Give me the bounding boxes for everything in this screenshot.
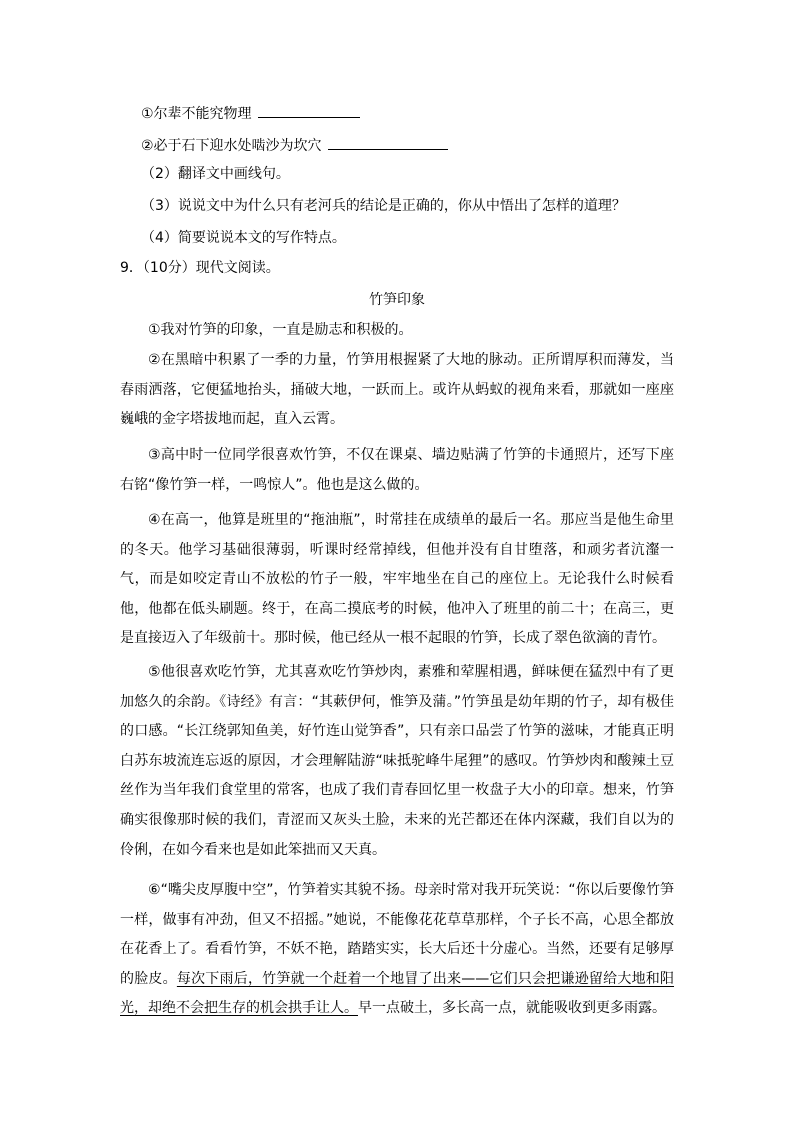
- essay-paragraph-2: ②在黑暗中积累了一季的力量，竹笋用根握紧了大地的脉动。正所谓厚积而薄发，当春雨洒落，它便猛地抬头，捅破大地，一跃而上。或许从蚂蚁的视角来看，那就如一座座巍峨的金字塔拔地而起，直入云霄。: [120, 352, 674, 428]
- answer-blank-2[interactable]: [328, 134, 448, 150]
- question-item-2-text: ②必于石下迎水处啮沙为坎穴: [141, 138, 322, 154]
- essay-paragraph-6: [120, 876, 674, 1024]
- question-item-1-text: ①尔辈不能究物理: [141, 106, 252, 122]
- question-3: （3）说说文中为什么只有老河兵的结论是正确的，你从中悟出了怎样的道理？: [141, 198, 626, 214]
- essay-paragraph-1: ①我对竹笋的印象，一直是励志和积极的。: [148, 322, 413, 338]
- essay-paragraph-4: ④在高一，他算是班里的“拖油瓶”，时常挂在成绩单的最后一名。那应当是他生命里的冬天。他学习基础很薄弱，听课时经常掉线，但他并没有自甘堕落，和顽劣者沆瀣一气，而是如咬定青山不放松的竹子一般，牢牢地坐在自己的座位上。无论我什么时候看他，他都在低头刷题。终于，在高二摸底考的时候，他冲入了班里的前二十；在高三，更是直接迈入了年级前十。那时候，他已经从一根不起眼的竹笋，长成了翠色欲滴的青竹。: [120, 512, 674, 647]
- essay-underlined-sentence: 每次下雨后，竹笋就一个赶着一个地冒了出来——它们只会把谦逊留给大地和阳光，却绝不会把生存的机会拱手让人。: [120, 970, 675, 1017]
- answer-blank-1[interactable]: [258, 102, 360, 118]
- essay-paragraph-6-text-a: ⑥“嘴尖皮厚腹中空”，竹笋着实其貌不扬。母亲时常对我开玩笑说：“你以后要像竹笋一样，做事有冲劲，但又不招摇。”她说，不能像花花草草那样，个子长不高，心思全都放在花香上了。看看竹笋，不妖不艳，踏踏实实，长大后还十分虚心。当然，还要有足够厚的脸皮。: [120, 882, 674, 987]
- question-item-1: [141, 102, 360, 124]
- question-9-heading: 9．（10分）现代文阅读。: [120, 260, 280, 276]
- essay-paragraph-3: ③高中时一位同学很喜欢竹笋，不仅在课桌、墙边贴满了竹笋的卡通照片，还写下座右铭“像竹笋一样，一鸣惊人”。他也是这么做的。: [120, 447, 674, 493]
- question-4: （4）简要说说本文的写作特点。: [141, 230, 346, 246]
- essay-title: 竹笋印象: [369, 292, 425, 308]
- essay-paragraph-6-text-b: 早一点破土，多长高一点，就能吸收到更多雨露。: [358, 1000, 666, 1017]
- essay-paragraph-5: ⑤他很喜欢吃竹笋，尤其喜欢吃竹笋炒肉，素雅和荤腥相遇，鲜味便在猛烈中有了更加悠久的余韵。《诗经》有言：“其蔌伊何，惟笋及蒲。”竹笋虽是幼年期的竹子，却有极佳的口感。“长江绕郭知鱼美，好竹连山觉笋香”，只有亲口品尝了竹笋的滋味，才能真正明白苏东坡流连忘返的原因，才会理解陆游“味抵驼峰牛尾狸”的感叹。竹笋炒肉和酸辣土豆丝作为当年我们食堂里的常客，也成了我们青春回忆里一枚盘子大小的印章。想来，竹笋确实很像那时候的我们，青涩而又灰头土脸，未来的光芒都还在体内深藏，我们自以为的伶俐，在如今看来也是如此笨拙而又天真。: [120, 664, 674, 858]
- question-2: （2）翻译文中画线句。: [141, 166, 290, 182]
- question-item-2: [141, 134, 448, 156]
